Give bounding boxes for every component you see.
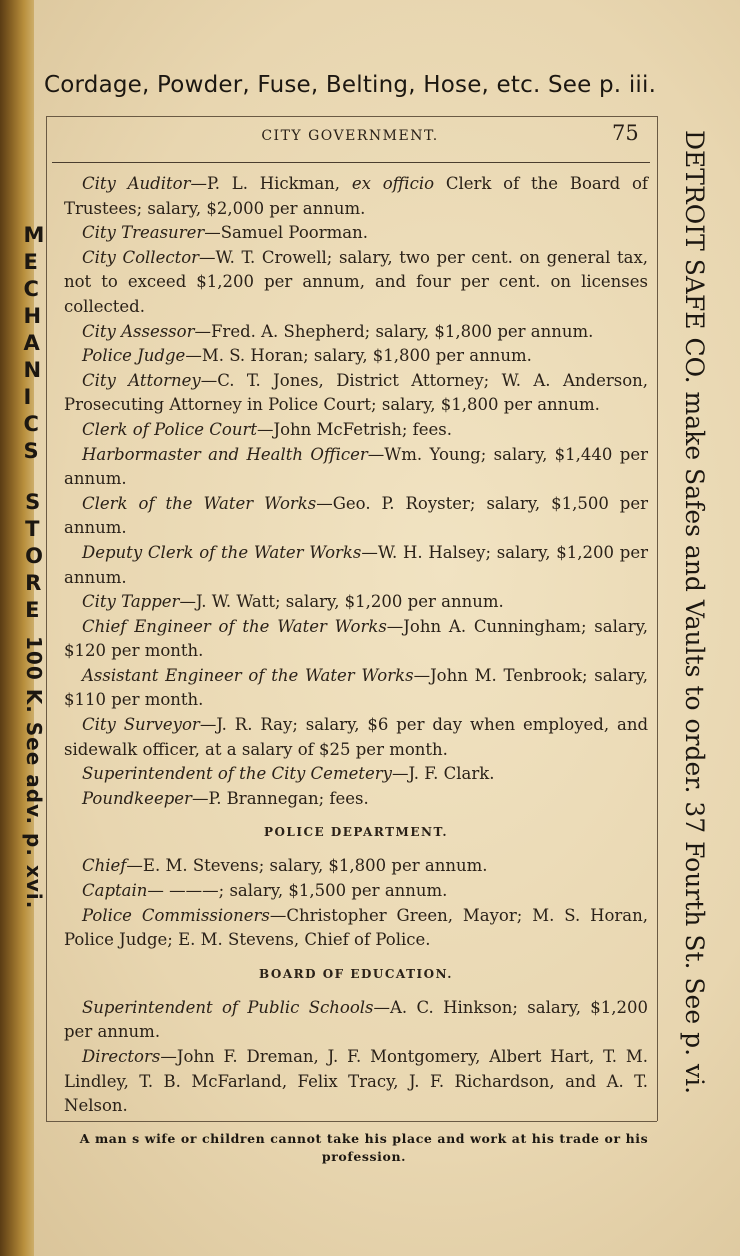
officer-entry [64,590,648,615]
top-advertisement: Cordage, Powder, Fuse, Belting, Hose, etc. See p. iii. [44,72,657,98]
left-ad-letter: C [23,277,39,301]
officer-title: Police Commissioners [82,905,270,925]
officer-entry [64,369,648,418]
left-ad-letter: N [23,358,42,382]
officer-entry [64,221,648,246]
officer-details: —W. H. Halsey; salary, $1,200 per annum. [64,542,648,587]
left-ad-letter: E [25,598,40,622]
officer-entry [64,443,648,492]
officer-entry [64,344,648,369]
officer-title: City Assessor [82,321,195,341]
page-number: 75 [612,121,639,145]
left-ad-letter: A [23,331,40,355]
running-head: CITY GOVERNMENT. [261,128,439,144]
officer-entry [64,418,648,443]
page-body [64,172,648,1119]
officer-title: Chief [82,856,127,876]
officer-title: City Auditor [82,174,191,193]
officer-entry [64,879,648,904]
officer-details: —John McFetrish; fees. [256,419,453,439]
officer-details: —E. M. Stevens; salary, $1,800 per annum. [126,856,488,876]
officer-title: Clerk of Police Court [82,419,257,439]
officer-details: —J. W. Watt; salary, $1,200 per annum. [179,592,504,612]
officer-details: —Samuel Poorman. [204,223,368,243]
officer-title: Harbormaster and Health Officer [82,444,368,464]
officer-title: Assistant Engineer of the Water Works [82,665,414,685]
officer-entry [64,996,648,1045]
officer-details: —J. F. Clark. [391,764,495,784]
officer-title: Superintendent of Public Schools [82,997,374,1017]
frame-top-rule [46,116,657,117]
officer-title: Directors [82,1047,161,1066]
officer-entry [64,664,648,713]
officer-details: —P. Brannegan; fees. [191,788,369,808]
board-of-education-heading: BOARD OF EDUCATION. [259,966,453,981]
officer-details-italic: ex officio [351,174,435,193]
left-ad-letter: S [25,490,41,514]
left-ad-letter: M [23,223,45,247]
footer-advertisement: A man s wife or children cannot take his place and work at his trade or his profession. [79,1131,649,1164]
officer-entry [64,246,648,320]
left-ad-letter: E [23,250,38,274]
left-ad-letter: T [25,517,40,541]
left-ad-letter: S [23,439,39,463]
officer-details: —W. T. Crowell; salary, two per cent. on general tax, not to exceed $1,200 per annum, and four per cent. on licenses collected. [64,247,649,316]
officer-title: City Tapper [82,592,180,612]
officer-details: —J. R. Ray; salary, $6 per day when employed, and sidewalk officer, at a salary of $25 per month. [64,715,649,759]
officer-details: — ———; salary, $1,500 per annum. [147,881,448,901]
officer-title: Poundkeeper [82,788,192,808]
officer-entry [64,541,648,590]
left-ad-letter: I [23,385,32,409]
officer-title: Chief Engineer of the Water Works [82,616,387,636]
officer-details: —John F. Dreman, J. F. Montgomery, Albert Hart, T. M. Lindley, T. B. McFarland, Felix Tracy, J. F. Richardson, and A. T. Nelson. [64,1047,648,1116]
officer-entry [64,762,648,787]
officer-entry [64,787,648,812]
left-ad-letter: C [23,412,39,436]
officer-details: —Wm. Young; salary, $1,440 per annum. [64,444,648,489]
frame-bottom-rule [46,1121,657,1122]
city-officers-list [64,172,648,811]
officer-entry [64,615,648,664]
officer-details: —A. C. Hinkson; salary, $1,200 per annum. [64,997,648,1042]
officer-entry [64,854,648,879]
officer-details: —John A. Cunningham; salary, $120 per month. [64,616,648,661]
police-department-heading: POLICE DEPARTMENT. [263,825,449,840]
header-rule [52,162,650,163]
police-officers-list [64,854,648,952]
left-ad-rest: 100 K. See adv. p. xvi. [22,636,46,910]
left-ad-letter: H [23,304,42,328]
officer-title: Superintendent of the City Cemetery [82,764,392,784]
officer-title: Clerk of the Water Works [82,493,317,513]
officer-title: Police Judge [82,346,186,366]
left-ad-word-store [25,489,43,624]
education-officers-list [64,996,648,1119]
officer-title: City Surveyor [82,715,200,735]
officer-details: Clerk of the Board of Trustees; salary, $2,000 per annum. [64,174,648,218]
left-ad-letter: R [25,571,42,595]
officer-details: —P. L. Hickman, [190,174,352,193]
officer-entry [64,172,648,221]
officer-title: City Collector [82,247,200,267]
left-ad-word-mechanics [24,222,45,465]
left-ad-letter: O [25,544,43,568]
officer-title: City Treasurer [82,223,205,243]
officer-title: City Attorney [82,370,201,390]
officer-title: Captain [82,881,148,901]
officer-entry [64,1045,648,1119]
officer-entry [64,492,648,541]
officer-entry [64,713,648,762]
officer-entry [64,320,648,345]
officer-details: —Christopher Green, Mayor; M. S. Horan, Police Judge; E. M. Stevens, Chief of Police. [64,905,648,950]
officer-title: Deputy Clerk of the Water Works [82,542,362,562]
officer-details: —M. S. Horan; salary, $1,800 per annum. [185,346,532,366]
officer-details: —Fred. A. Shepherd; salary, $1,800 per annum. [194,321,594,341]
officer-entry [64,904,648,953]
right-margin-advertisement: DETROIT SAFE CO. make Safes and Vaults to order. 37 Fourth St. See p. vi. [680,130,709,1095]
officer-details: —Geo. P. Royster; salary, $1,500 per annum. [64,493,648,538]
officer-details: —John M. Tenbrook; salary, $110 per month. [64,665,648,710]
officer-details: —C. T. Jones, District Attorney; W. A. Anderson, Prosecuting Attorney in Police Court; salary, $1,800 per annum. [64,370,648,415]
